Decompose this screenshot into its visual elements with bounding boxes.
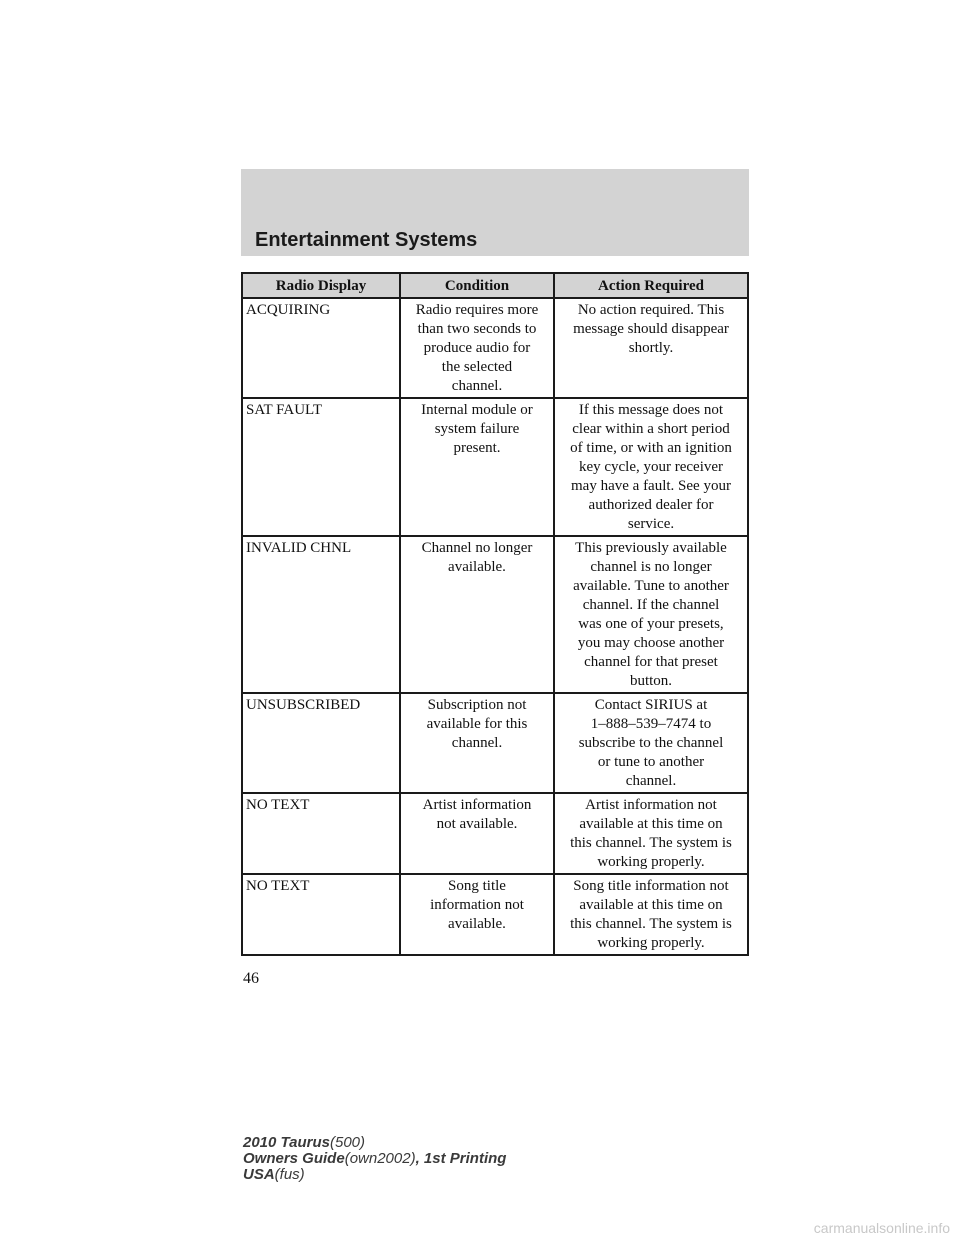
table-row <box>242 693 748 793</box>
cell-text: UNSUBSCRIBED <box>246 697 361 713</box>
table-row <box>242 536 748 693</box>
radio-display-cell <box>242 398 400 536</box>
footer-line-model <box>243 1135 506 1151</box>
action-cell <box>554 874 748 955</box>
action-cell <box>554 793 748 874</box>
condition-cell <box>400 874 554 955</box>
column-header-action-required: Action Required <box>554 273 748 298</box>
table-row <box>242 793 748 874</box>
condition-cell <box>400 398 554 536</box>
radio-display-cell <box>242 874 400 955</box>
radio-display-cell <box>242 693 400 793</box>
cell-text: SAT FAULT <box>246 402 322 418</box>
condition-cell <box>400 693 554 793</box>
footer-model: 2010 Taurus <box>243 1134 330 1151</box>
footer-line-guide <box>243 1151 506 1167</box>
section-header <box>241 169 749 256</box>
cell-text: NO TEXT <box>246 878 310 894</box>
footer-guide-code: (own2002) <box>344 1150 416 1167</box>
action-cell <box>554 398 748 536</box>
watermark: carmanualsonline.info <box>813 1220 950 1236</box>
condition-cell <box>400 298 554 398</box>
action-cell <box>554 536 748 693</box>
footer-guide: Owners Guide <box>243 1150 345 1167</box>
cell-text: Artist information not available at this time on this channel. The system is working properly. <box>570 797 732 870</box>
cell-text: This previously available channel is no longer available. Tune to another channel. If the channel was one of your presets, you may choose another channel for that preset button. <box>573 540 729 689</box>
condition-cell <box>400 793 554 874</box>
radio-display-cell <box>242 298 400 398</box>
page-number: 46 <box>243 970 259 987</box>
cell-text: Radio requires more than two seconds to produce audio for the selected channel. <box>415 302 539 394</box>
cell-text: Subscription not available for this channel. <box>426 697 528 751</box>
cell-text: Contact SIRIUS at 1–888–539–7474 to subscribe to the channel or tune to another channel. <box>578 697 724 789</box>
table-header-row <box>242 273 748 298</box>
footer-model-code: (500) <box>330 1134 366 1151</box>
cell-text: ACQUIRING <box>246 302 331 318</box>
condition-cell <box>400 536 554 693</box>
action-cell <box>554 298 748 398</box>
radio-display-table <box>241 272 749 956</box>
table-row <box>242 398 748 536</box>
cell-text: INVALID CHNL <box>246 540 352 556</box>
print-footer <box>243 1135 506 1183</box>
footer-line-market <box>243 1167 506 1183</box>
radio-display-cell <box>242 793 400 874</box>
column-header-radio-display: Radio Display <box>242 273 400 298</box>
cell-text: Channel no longer available. <box>421 540 533 575</box>
cell-text: Internal module or system failure present. <box>421 402 533 456</box>
table-row <box>242 874 748 955</box>
table-row <box>242 298 748 398</box>
section-title: Entertainment Systems <box>255 229 478 251</box>
footer-market: USA <box>243 1166 275 1183</box>
cell-text: NO TEXT <box>246 797 310 813</box>
footer-market-code: (fus) <box>274 1166 305 1183</box>
action-cell <box>554 693 748 793</box>
cell-text: Song title information not available at this time on this channel. The system is working properly. <box>570 878 732 951</box>
cell-text: If this message does not clear within a short period of time, or with an ignition key cycle, your receiver may have a fault. See your authorized dealer for service. <box>570 402 732 532</box>
footer-printing: , 1st Printing <box>415 1150 507 1167</box>
column-header-condition: Condition <box>400 273 554 298</box>
cell-text: Artist information not available. <box>422 797 532 832</box>
cell-text: Song title information not available. <box>430 878 524 932</box>
radio-display-cell <box>242 536 400 693</box>
cell-text: No action required. This message should disappear shortly. <box>573 302 729 356</box>
